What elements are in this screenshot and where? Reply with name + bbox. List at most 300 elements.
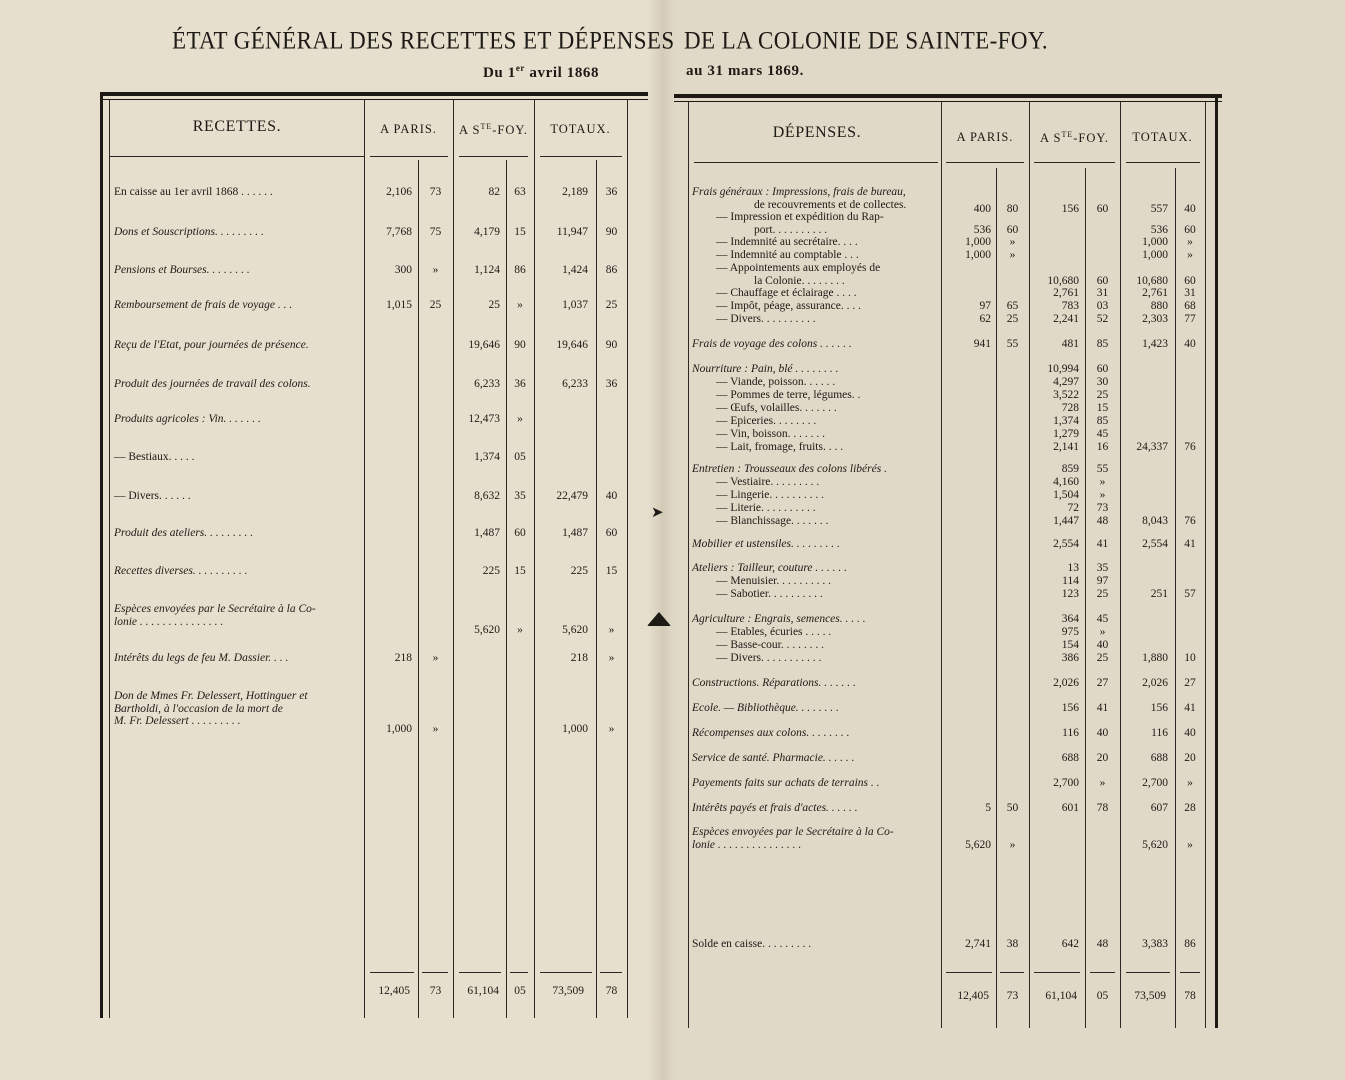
depenses-stfoy-cents: 25 [1096,588,1109,600]
depenses-stfoy-value: 3,522 [1053,389,1079,401]
depenses-stfoy-value: 601 [1061,802,1079,814]
depenses-total-cents: » [1187,249,1193,261]
depenses-total-value: 557 [1150,202,1168,215]
recettes-total-rule [510,972,528,973]
recettes-total-value: 11,947 [556,226,588,238]
depenses-stfoy-cents: 60 [1096,202,1109,215]
depenses-row-label: la Colonie. . . . . . . . [754,274,845,287]
depenses-total-cents: 28 [1184,802,1196,814]
recettes-paris-value: 300 [394,264,412,276]
recettes-stfoy-value: 1,374 [474,451,500,463]
recettes-total-cents: » [608,723,615,735]
depenses-paris-value: 97 [979,300,991,312]
depenses-total-value: 1,423 [1142,338,1168,350]
recettes-total-value: 22,479 [556,490,588,502]
recettes-paris-value: 1,000 [386,723,412,735]
depenses-total-cents: 31 [1184,287,1196,299]
recettes-row-label: En caisse au 1er avril 1868 . . . . . . [114,186,273,198]
depenses-stfoy-cents: 25 [1096,389,1109,401]
depenses-row-label: Service de santé. Pharmacie. . . . . . [692,752,855,764]
depenses-total-value: 5,620 [1142,838,1168,851]
recettes-stfoy-cents: » [517,299,523,311]
recettes-row-label: Bartholdi, à l'occasion de la mort de [114,702,283,715]
depenses-stfoy-cents: 52 [1096,313,1109,325]
depenses-total-value: 1,000 [1142,249,1168,261]
depenses-stfoy-value: 2,241 [1053,313,1079,325]
depenses-total-cents: 60 [1184,274,1196,287]
depenses-paris-value: 1,000 [965,236,991,248]
depenses-stfoy-cents: » [1099,476,1106,488]
recettes-paris-cents: » [432,652,439,664]
date-right: au 31 mars 1869. [686,63,804,79]
depenses-stfoy-value: 116 [1062,727,1079,739]
recettes-left-border-inner [109,100,110,1018]
recettes-left-border [100,92,103,1018]
depenses-stfoy-value: 688 [1061,752,1079,764]
recettes-row-label: Intérêts du legs de feu M. Dassier. . . . [114,652,289,664]
recettes-row-label: Pensions et Bourses. . . . . . . . [114,264,250,276]
stfoy-sup: TE [1061,130,1074,139]
depenses-sum-paris: 12,405 [957,990,989,1002]
recettes-header-label: RECETTES. [192,118,282,135]
depenses-stfoy-cents: 31 [1096,287,1109,299]
depenses-total-value: 2,026 [1142,677,1168,689]
depenses-stfoy-cents: 45 [1096,613,1109,625]
depenses-stfoy-cents: 41 [1096,538,1109,550]
recettes-total-value: 218 [570,652,588,664]
recettes-sum-paris: 12,405 [378,985,410,997]
recettes-top-bar [100,92,648,96]
recettes-paris-value: 218 [394,652,412,664]
stfoy-prefix: A S [459,123,481,138]
depenses-header-rule [1034,162,1115,163]
date-left-suffix: avril 1868 [525,65,600,81]
recettes-row-label: — Bestiaux. . . . . [114,451,195,463]
depenses-paris-cents: » [1009,249,1016,261]
recettes-stfoy-value: 225 [482,565,500,577]
depenses-total-cents: » [1187,777,1193,789]
recettes-stfoy-value: 1,124 [474,264,500,276]
depenses-stfoy-value: 975 [1061,626,1079,638]
recettes-row-label: Reçu de l'Etat, pour journées de présence. [114,339,309,351]
depenses-stfoy-value: 1,447 [1053,515,1079,527]
recettes-stfoy-value: 25 [488,299,500,311]
depenses-row-label: — Lait, fromage, fruits. . . . [716,441,844,453]
recettes-total-rule [540,972,592,973]
depenses-total-cents: 76 [1184,441,1196,453]
recettes-header-rule [370,156,448,157]
recettes-total-cents: 90 [605,339,618,351]
depenses-paris-cents: 60 [1006,223,1019,236]
depenses-header-label: DÉPENSES. [772,124,862,141]
depenses-total-value: 2,303 [1142,313,1168,325]
depenses-sum-stfoy: 61,104 [1045,990,1077,1002]
depenses-stfoy-cents: » [1099,777,1106,789]
depenses-row-label: Intérêts payés et frais d'actes. . . . . . [692,802,858,814]
depenses-stfoy-cents: 48 [1096,938,1109,950]
recettes-cent-line [418,160,419,1018]
depenses-stfoy-value: 481 [1061,338,1079,350]
recettes-stfoy-value: 6,233 [474,378,500,390]
depenses-total-value: 2,554 [1142,538,1168,550]
recettes-total-cents: » [608,623,615,636]
depenses-stfoy-cents: 20 [1096,752,1109,764]
recettes-total-cents: 90 [605,226,618,238]
depenses-stfoy-cents: » [1099,489,1106,501]
depenses-stfoy-value: 2,554 [1053,538,1079,550]
depenses-stfoy-cents: 27 [1096,677,1109,689]
depenses-row-label: — Indemnité au comptable . . . [716,249,859,261]
recettes-total-value: 6,233 [562,378,588,390]
depenses-row-label: — Blanchissage. . . . . . . [716,515,829,527]
depenses-stfoy-cents: 40 [1096,727,1109,739]
depenses-stfoy-value: 1,504 [1053,489,1079,501]
date-left-prefix: Du 1 [483,65,516,81]
depenses-paris-cents: 55 [1006,338,1019,350]
depenses-right-border [1215,94,1218,1028]
recettes-stfoy-value: 5,620 [474,623,500,636]
recettes-sum-stfoy-cents: 05 [514,985,526,997]
depenses-total-value: 10,680 [1136,274,1168,287]
depenses-total-cents: 20 [1184,752,1196,764]
depenses-stfoy-cents: 97 [1096,575,1109,587]
depenses-total-value: 607 [1150,802,1168,814]
depenses-left-border [688,102,689,1028]
recettes-col-line [627,100,628,1018]
depenses-stfoy-value: 4,297 [1053,376,1079,388]
depenses-row-label: Espèces envoyées par le Secrétaire à la Co- [692,826,894,838]
depenses-row-label: de recouvrements et de collectes. [754,198,907,211]
depenses-total-cents: 41 [1184,538,1196,550]
depenses-stfoy-cents: 30 [1096,376,1109,388]
depenses-stfoy-value: 156 [1061,702,1079,714]
recettes-row-label: Produit des journées de travail des colons. [114,378,311,390]
depenses-paris-cents: » [1009,838,1016,851]
title-left: ÉTAT GÉNÉRAL DES RECETTES ET DÉPENSES [172,26,675,54]
depenses-top-bar [674,94,1222,98]
recettes-total-value: 1,424 [562,264,588,276]
depenses-paris-value: 1,000 [965,249,991,261]
depenses-stfoy-value: 728 [1061,402,1079,414]
depenses-stfoy-value: 783 [1061,300,1079,312]
recettes-stfoy-cents: 86 [514,264,526,276]
recettes-paris-value: 7,768 [386,226,412,238]
depenses-sum-total-cents: 78 [1184,990,1196,1002]
recettes-stfoy-value: 19,646 [468,339,500,351]
depenses-row-label: — Pommes de terre, légumes. . [716,389,861,401]
book-gutter [648,0,674,1080]
recettes-stfoy-cents: 15 [514,226,526,238]
recettes-row-label: Remboursement de frais de voyage . . . [114,299,293,311]
recettes-row-label: Dons et Souscriptions. . . . . . . . . [114,226,264,238]
recettes-total-value: 5,620 [562,623,588,636]
depenses-paris-value: 536 [973,223,991,236]
recettes-row-label: — Divers. . . . . . [114,490,191,502]
recettes-paris-value: 1,015 [386,299,412,311]
recettes-stfoy-cents: 90 [514,339,526,351]
recettes-paris-cents: 25 [429,299,442,311]
depenses-row-label: Ecole. — Bibliothèque. . . . . . . . [692,702,839,714]
depenses-stfoy-cents: 15 [1096,402,1109,414]
depenses-col-line [1205,102,1206,1028]
depenses-stfoy-cents: 35 [1096,562,1109,574]
depenses-paris-cents: 38 [1006,938,1019,950]
depenses-stfoy-value: 1,374 [1053,415,1079,427]
depenses-paris-value: 62 [979,313,991,325]
recettes-total-cents: 36 [605,186,618,198]
depenses-row-label: — Impôt, péage, assurance. . . . [716,300,861,312]
recettes-total-value: 2,189 [562,186,588,198]
depenses-stfoy-value: 13 [1067,562,1079,574]
depenses-row-label: Payements faits sur achats de terrains . . [692,777,880,789]
recettes-paris-cents: 75 [429,226,442,238]
recettes-stfoy-cents: 60 [514,527,526,539]
depenses-row-label: — Literie. . . . . . . . . . [716,502,816,514]
depenses-total-cents: 27 [1184,677,1196,689]
depenses-stfoy-cents: 48 [1096,515,1109,527]
recettes-cent-line [506,160,507,1018]
depenses-stfoy-cents: 60 [1096,274,1109,287]
recettes-total-value: 1,000 [562,723,588,735]
depenses-total-value: 1,000 [1142,236,1168,248]
depenses-stfoy-value: 123 [1061,588,1079,600]
recettes-total-rule [370,972,414,973]
recettes-stfoy-cents: » [517,413,523,425]
depenses-stfoy-cents: 60 [1096,363,1109,375]
recettes-total-cents: 36 [605,378,618,390]
recettes-sum-total-cents: 78 [605,985,618,997]
recettes-stfoy-value: 82 [488,186,500,198]
depenses-sum-total: 73,509 [1134,990,1166,1002]
recettes-row-label: Recettes diverses. . . . . . . . . . [114,565,248,577]
depenses-stfoy-cents: 40 [1096,639,1109,651]
depenses-paris-cents: 50 [1006,802,1019,814]
recettes-stfoy-cents: 36 [514,378,526,390]
depenses-total-cents: 77 [1184,313,1196,325]
depenses-row-label: lonie . . . . . . . . . . . . . . . [692,838,802,851]
depenses-row-label: — Vestiaire. . . . . . . . . [716,476,820,488]
depenses-row-label: Entretien : Trousseaux des colons libérés . [692,463,887,475]
depenses-stfoy-cents: 25 [1096,652,1109,664]
depenses-total-rule [1000,972,1024,973]
depenses-stfoy-value: 72 [1067,502,1079,514]
depenses-row-label: — Viande, poisson. . . . . . [716,376,836,388]
depenses-total-cents: 57 [1184,588,1196,600]
recettes-stfoy-cents: 05 [514,451,526,463]
recettes-stfoy-cents: » [517,623,523,636]
depenses-stfoy-value: 156 [1061,202,1079,215]
depenses-paris-value: 5 [985,802,991,814]
depenses-row-label: Solde en caisse. . . . . . . . . [692,938,812,950]
recettes-header-rule [109,156,364,157]
recettes-total-rule [459,972,501,973]
recettes-total-rule [600,972,622,973]
depenses-total-value: 1,880 [1142,652,1168,664]
depenses-row-label: — Œufs, volailles. . . . . . . [716,402,837,414]
recettes-stfoy-value: 8,632 [474,490,500,502]
gutter-ornament-icon: ➤ [651,505,664,521]
depenses-total-value: 536 [1150,223,1168,236]
depenses-total-rule [1034,972,1080,973]
depenses-total-value: 116 [1151,727,1168,739]
depenses-header-rule [694,162,938,163]
depenses-total-cents: 10 [1184,652,1196,664]
recettes-row-label: lonie . . . . . . . . . . . . . . . [114,615,224,628]
depenses-row-label: — Impression et expédition du Rap- [716,211,884,223]
depenses-stfoy-value: 2,141 [1053,441,1079,453]
depenses-stfoy-cents: 41 [1096,702,1109,714]
recettes-paris-cents: 73 [429,186,442,198]
depenses-row-label: Constructions. Réparations. . . . . . . [692,677,856,689]
depenses-stfoy-cents: 78 [1096,802,1109,814]
recettes-row-label: Espèces envoyées par le Secrétaire à la Co- [114,603,316,615]
recettes-paris-value: 2,106 [386,186,412,198]
depenses-stfoy-cents: 85 [1096,415,1109,427]
depenses-row-label: — Sabotier. . . . . . . . . . [716,588,823,600]
gutter-blot-icon [647,612,671,626]
recettes-total-cents: » [608,652,615,664]
depenses-stfoy-value: 2,761 [1053,287,1079,299]
depenses-total-cents: 41 [1184,702,1196,714]
recettes-total-cents: 86 [605,264,618,276]
depenses-row-label: — Basse-cour. . . . . . . . [716,639,824,651]
depenses-stfoy-value: 364 [1061,613,1079,625]
recettes-total-cents: 25 [605,299,618,311]
depenses-stfoy-value: 10,994 [1047,363,1079,375]
depenses-cent-line [996,168,997,1028]
depenses-row-label: Agriculture : Engrais, semences. . . . . [692,613,866,625]
depenses-total-cents: 40 [1184,202,1196,215]
recettes-paris-cents: » [432,723,439,735]
depenses-total-rule [1126,972,1170,973]
depenses-stfoy-value: 4,160 [1053,476,1079,488]
recettes-stfoy-cents: 15 [514,565,526,577]
recettes-sum-total: 73,509 [552,985,584,997]
recettes-row-label: M. Fr. Delessert . . . . . . . . . [114,715,241,727]
depenses-row-label: Nourriture : Pain, blé . . . . . . . . [692,363,839,375]
depenses-total-value: 688 [1150,752,1168,764]
recettes-sum-stfoy: 61,104 [467,985,499,997]
depenses-total-cents: 60 [1184,223,1196,236]
depenses-total-cents: 40 [1184,727,1196,739]
depenses-total-cents: » [1187,236,1193,248]
depenses-total-value: 2,761 [1142,287,1168,299]
depenses-row-label: — Vin, boisson. . . . . . . [716,428,825,440]
depenses-stfoy-cents: 03 [1096,300,1109,312]
depenses-row-label: — Divers. . . . . . . . . . . [716,652,822,664]
depenses-stfoy-value: 10,680 [1047,274,1079,287]
depenses-header-totaux: TOTAUX. [1132,130,1193,144]
recettes-header-rule [459,156,528,157]
depenses-row-label: Ateliers : Tailleur, couture . . . . . . [692,562,848,574]
recettes-total-cents: 40 [605,490,618,502]
recettes-total-value: 1,487 [562,527,588,539]
depenses-stfoy-value: 2,026 [1053,677,1079,689]
depenses-total-value: 8,043 [1142,515,1168,527]
depenses-total-rule [1090,972,1115,973]
depenses-row-label: — Chauffage et éclairage . . . . [716,287,857,299]
depenses-sum-stfoy-cents: 05 [1096,990,1109,1002]
recettes-row-label: Produits agricoles : Vin. . . . . . . [114,413,261,425]
depenses-stfoy-value: 642 [1061,938,1079,950]
depenses-stfoy-value: 154 [1061,639,1079,651]
depenses-paris-value: 941 [973,338,991,350]
depenses-paris-cents: 25 [1006,313,1019,325]
recettes-total-value: 1,037 [562,299,588,311]
depenses-stfoy-cents: 45 [1096,428,1109,440]
date-left-sup: er [515,63,526,73]
left-page [0,0,660,1080]
depenses-total-rule [946,972,992,973]
depenses-paris-value: 5,620 [965,838,991,851]
depenses-paris-value: 2,741 [965,938,991,950]
depenses-row-label: Récompenses aux colons. . . . . . . . [692,727,850,739]
depenses-header-rule [946,162,1024,163]
depenses-paris-cents: 65 [1006,300,1019,312]
depenses-total-value: 24,337 [1136,441,1168,453]
depenses-paris-cents: 80 [1006,202,1019,215]
depenses-row-label: — Indemnité au secrétaire. . . . [716,236,858,248]
depenses-total-cents: 40 [1184,338,1196,350]
depenses-stfoy-value: 386 [1061,652,1079,664]
recettes-stfoy-cents: 35 [514,490,526,502]
recettes-header-paris: A PARIS. [380,122,437,136]
recettes-stfoy-value: 12,473 [468,413,500,425]
recettes-header-rule [540,156,622,157]
depenses-total-value: 156 [1150,702,1168,714]
recettes-cent-line [596,160,597,1018]
depenses-total-value: 880 [1150,300,1168,312]
depenses-paris-cents: » [1009,236,1016,248]
depenses-stfoy-value: 114 [1062,575,1079,587]
depenses-stfoy-cents: » [1099,626,1106,638]
depenses-top-bar-2 [674,101,1222,102]
depenses-row-label: Mobilier et ustensiles. . . . . . . . . [692,538,840,550]
depenses-stfoy-value: 1,279 [1053,428,1079,440]
depenses-row-label: — Etables, écuries . . . . . [716,626,832,638]
depenses-total-value: 3,383 [1142,938,1168,950]
recettes-total-rule [422,972,448,973]
date-left [483,63,599,82]
recettes-header-totaux: TOTAUX. [550,122,611,136]
stfoy-suffix: -FOY. [1073,131,1109,146]
depenses-row-label: — Menuisier. . . . . . . . . . [716,575,831,587]
depenses-header-rule [1126,162,1200,163]
depenses-stfoy-value: 859 [1061,463,1079,475]
depenses-stfoy-value: 2,700 [1053,777,1079,789]
recettes-total-cents: 15 [605,565,618,577]
depenses-total-cents: 86 [1184,938,1196,950]
recettes-sum-paris-cents: 73 [429,985,442,997]
depenses-total-value: 251 [1150,588,1168,600]
depenses-row-label: Frais de voyage des colons . . . . . . [692,338,852,350]
depenses-stfoy-cents: 55 [1096,463,1109,475]
recettes-row-label: Produit des ateliers. . . . . . . . . [114,527,254,539]
depenses-total-rule [1180,972,1200,973]
depenses-paris-value: 400 [973,202,991,215]
depenses-stfoy-cents: 73 [1096,502,1109,514]
depenses-total-value: 2,700 [1142,777,1168,789]
title-right: DE LA COLONIE DE SAINTE-FOY. [684,26,1049,54]
depenses-row-label: — Epiceries. . . . . . . . [716,415,817,427]
depenses-row-label: — Appointements aux employés de [716,262,881,274]
depenses-row-label: Frais généraux : Impressions, frais de bureau, [692,186,906,198]
recettes-total-value: 225 [570,565,588,577]
depenses-total-cents: » [1187,838,1193,851]
recettes-top-bar-2 [100,99,648,100]
recettes-stfoy-value: 1,487 [474,527,500,539]
stfoy-sup: TE [480,122,493,131]
